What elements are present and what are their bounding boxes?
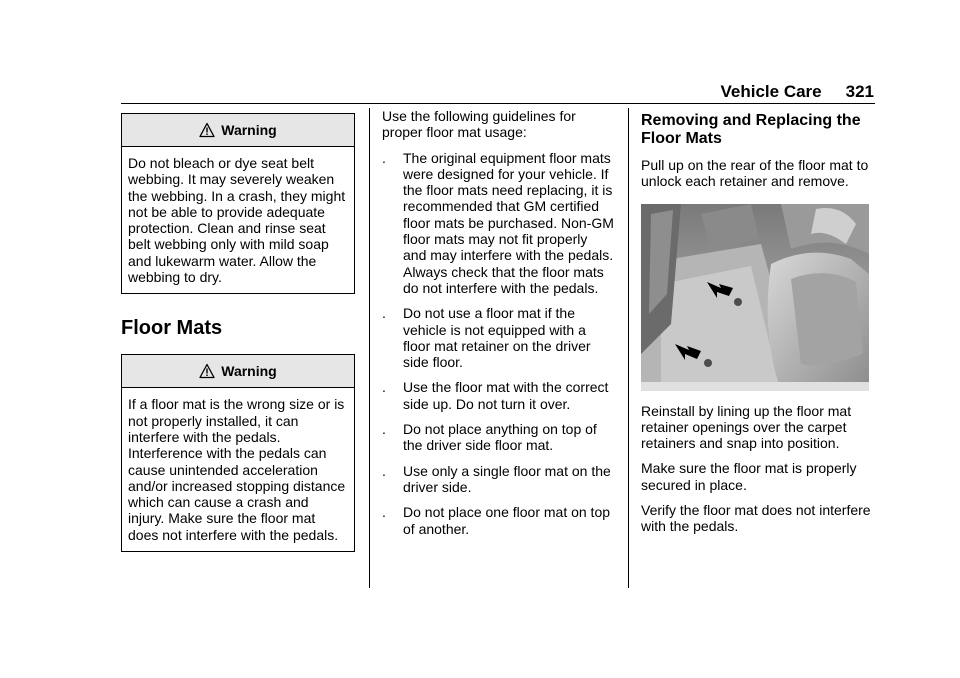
guidelines-intro: Use the following guidelines for proper floor mat usage: <box>382 108 576 141</box>
list-item-text: The original equipment floor mats were designed for your vehicle. If the floor mats need replacing, it is recommended that GM certified floor mats be purchased. Non-GM floor mats may not fit properly and may interfere with the pedals. Always check that the floor mats do not interfere with the pedals. <box>403 149 614 296</box>
warning-box-seat-belt <box>121 113 355 294</box>
list-item <box>382 379 614 412</box>
header-rule <box>121 103 875 104</box>
column-divider <box>628 108 629 588</box>
section-heading-floor-mats: Floor Mats <box>121 317 223 340</box>
bullet-glyph: . <box>382 462 386 479</box>
column-divider <box>369 108 370 588</box>
paragraph-remove: Pull up on the rear of the floor mat to unlock each retainer and remove. <box>641 157 869 190</box>
warning-header <box>122 114 354 147</box>
list-item-text: Do not place one floor mat on top of another. <box>403 504 611 537</box>
bullet-glyph: . <box>382 421 386 438</box>
guidelines-list <box>382 150 614 537</box>
paragraph-reinstall: Reinstall by lining up the floor mat retainer openings over the carpet retainers and snap into position. <box>641 402 852 452</box>
warning-triangle-icon <box>199 363 215 379</box>
bullet-glyph: . <box>382 149 386 166</box>
page-header <box>0 82 874 102</box>
column-right <box>641 108 875 544</box>
warning-text: Do not bleach or dye seat belt webbing. It may severely weaken the webbing. In a crash, they might not be able to provide adequate protection. Clean and rinse seat belt webbing only with mild soap and lukewarm water. Allow the webbing to dry. <box>128 155 346 286</box>
warning-text: If a floor mat is the wrong size or is not properly installed, it can interfere with the pedals. Interference with the pedals can cause unintended acceleration and/or increased stopping distance which can cause a crash and injury. Make sure the floor mat does not interfere with the pedals. <box>128 396 346 543</box>
list-item-text: Use the floor mat with the correct side up. Do not turn it over. <box>403 379 609 412</box>
list-item-text: Do not use a floor mat if the vehicle is not equipped with a floor mat retainer on the driver side floor. <box>403 305 591 371</box>
list-item-text: Use only a single floor mat on the driver side. <box>403 462 611 495</box>
floor-mat-illustration <box>641 204 869 391</box>
list-item <box>382 150 614 297</box>
column-left <box>121 108 355 552</box>
warning-title: Warning <box>221 121 277 138</box>
page-number: 321 <box>845 82 874 101</box>
list-item <box>382 504 614 537</box>
section-title: Vehicle Care <box>720 82 822 101</box>
warning-title: Warning <box>221 363 277 380</box>
paragraph-secure: Make sure the floor mat is properly secured in place. <box>641 460 857 493</box>
list-item <box>382 305 614 370</box>
paragraph-verify: Verify the floor mat does not interfere with the pedals. <box>641 502 871 535</box>
list-item <box>382 463 614 496</box>
column-middle <box>382 108 614 546</box>
list-item-text: Do not place anything on top of the driver side floor mat. <box>403 421 597 454</box>
floor-mat-drawing <box>641 204 869 391</box>
bullet-glyph: . <box>382 504 386 521</box>
warning-box-floor-mat <box>121 354 355 552</box>
warning-header <box>122 355 354 388</box>
warning-triangle-icon <box>199 122 215 138</box>
section-heading-removing-replacing: Removing and Replacing the Floor Mats <box>641 112 861 147</box>
list-item <box>382 421 614 454</box>
bullet-glyph: . <box>382 379 386 396</box>
bullet-glyph: . <box>382 305 386 322</box>
